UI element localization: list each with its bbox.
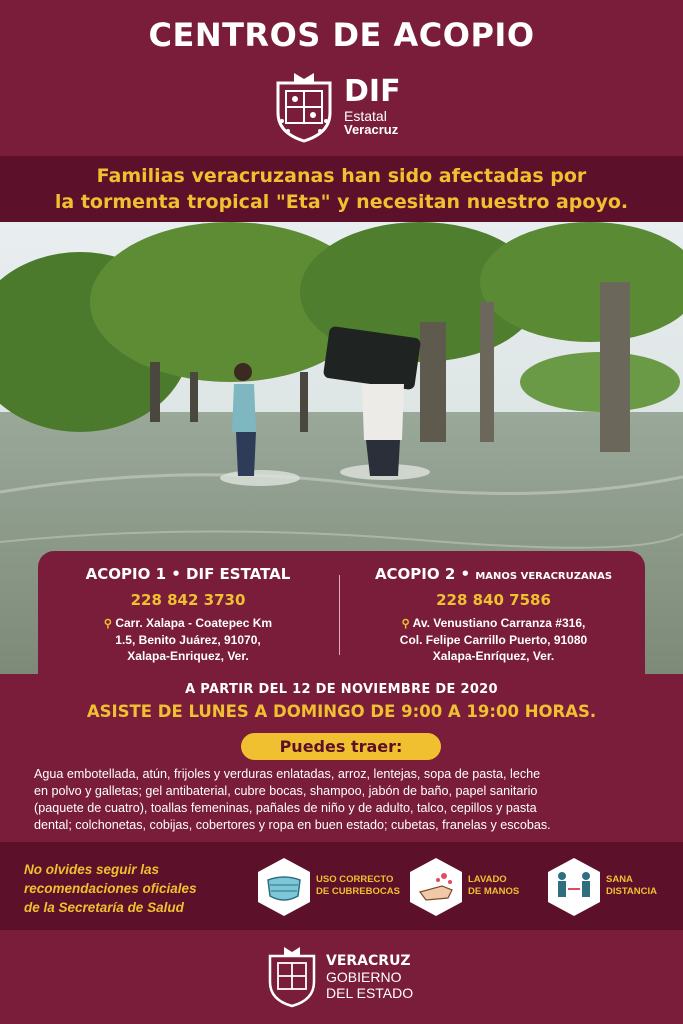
acopio-1-phone[interactable]: 228 842 3730: [130, 591, 246, 609]
badge-hands-line-1: LAVADO: [468, 874, 507, 885]
location-pin-icon: ⚲: [103, 618, 112, 630]
badge-mask-line-1: USO CORRECTO: [316, 874, 394, 885]
recommendation-line-3: de la Secretaría de Salud: [24, 900, 184, 915]
acopio-1-address-line-2: 1.5, Benito Juárez, 91070,: [115, 633, 261, 647]
badge-distance-line-2: DISTANCIA: [606, 886, 658, 897]
veracruz-crest-icon: [266, 944, 318, 1008]
start-date: A PARTIR DEL 12 DE NOVIEMBRE DE 2020: [185, 682, 498, 697]
badge-hands-line-2: DE MANOS: [468, 886, 520, 897]
badge-mask-line-2: DE CUBREBOCAS: [316, 886, 400, 897]
acopio-2-address: [342, 615, 645, 664]
page-title: CENTROS DE ACOPIO: [148, 16, 535, 54]
acopio-2-address-line-1: Av. Venustiano Carranza #316,: [412, 616, 586, 630]
dif-logo: [272, 68, 422, 144]
acopio-2: [342, 565, 645, 664]
recommendation-line-1: No olvides seguir las: [24, 862, 160, 877]
acopio-2-address-line-2: Col. Felipe Carrillo Puerto, 91080: [399, 633, 588, 647]
face-mask-icon: [256, 856, 312, 918]
bring-label: Puedes traer:: [241, 733, 441, 760]
footer-line-3: DEL ESTADO: [326, 984, 414, 1001]
banner: [0, 156, 683, 222]
acopio-divider: [339, 575, 340, 655]
acopio-1-address: [38, 615, 338, 664]
badge-hands-label: [468, 874, 519, 898]
acopio-1-title: ACOPIO 1 • DIF ESTATAL: [85, 565, 291, 583]
acopio-1-address-line-3: Xalapa-Enriquez, Ver.: [127, 649, 249, 663]
distance-icon: [546, 856, 602, 918]
acopio-1-address-line-1: Carr. Xalapa - Coatepec Km: [115, 616, 273, 630]
bring-items: [34, 766, 654, 834]
veracruz-government-logo: [266, 944, 413, 1008]
recommendation-line-2: recomendaciones oficiales: [24, 881, 197, 896]
banner-line-2: la tormenta tropical "Eta" y necesitan nuestro apoyo.: [54, 191, 629, 213]
banner-line-1: Familias veracruzanas han sido afectadas por: [96, 165, 587, 187]
acopio-2-phone[interactable]: 228 840 7586: [436, 591, 551, 609]
bring-items-line-1: Agua embotellada, atún, frijoles y verduras enlatadas, arroz, lentejas, sopa de pasta, leche: [34, 767, 541, 781]
logo-veracruz-text: Veracruz: [344, 121, 399, 137]
recommendations-band: [0, 842, 683, 930]
acopio-2-heading: [342, 565, 645, 583]
bring-items-line-4: dental; colchonetas, cobijas, cobertores y ropa en buen estado; cubetas, franelas y escobas.: [34, 818, 551, 832]
bring-items-line-2: en polvo y galletas; gel antibaterial, cubre bocas, shampoo, jabón de baño, papel sanitario: [34, 784, 538, 798]
hand-washing-icon: [408, 856, 464, 918]
footer-line-2: GOBIERNO: [326, 968, 402, 985]
acopio-2-subtitle: MANOS VERACRUZANAS: [475, 571, 613, 582]
acopio-2-address-line-3: Xalapa-Enríquez, Ver.: [432, 649, 555, 663]
logo-dif-text: DIF: [344, 73, 401, 109]
acopio-2-title: ACOPIO 2 •: [374, 565, 471, 583]
dif-crest-icon: [272, 69, 336, 143]
logo-estatal-text: Estatal: [344, 107, 387, 124]
recommendation-text: [24, 860, 254, 917]
badge-distance-label: [606, 874, 657, 898]
acopio-panel: [38, 551, 645, 675]
location-pin-icon: ⚲: [401, 618, 410, 630]
footer-line-1: VERACRUZ: [326, 952, 411, 969]
badge-mask-label: [316, 874, 400, 898]
bring-items-line-3: (paquete de cuatro), toallas femeninas, pañales de niño y de adulto, talco, cepillos y pasta: [34, 801, 537, 815]
opening-hours: ASISTE DE LUNES A DOMINGO DE 9:00 A 19:00 HORAS.: [86, 702, 597, 721]
badge-distance-line-1: SANA: [606, 874, 633, 885]
acopio-1: [38, 565, 338, 664]
